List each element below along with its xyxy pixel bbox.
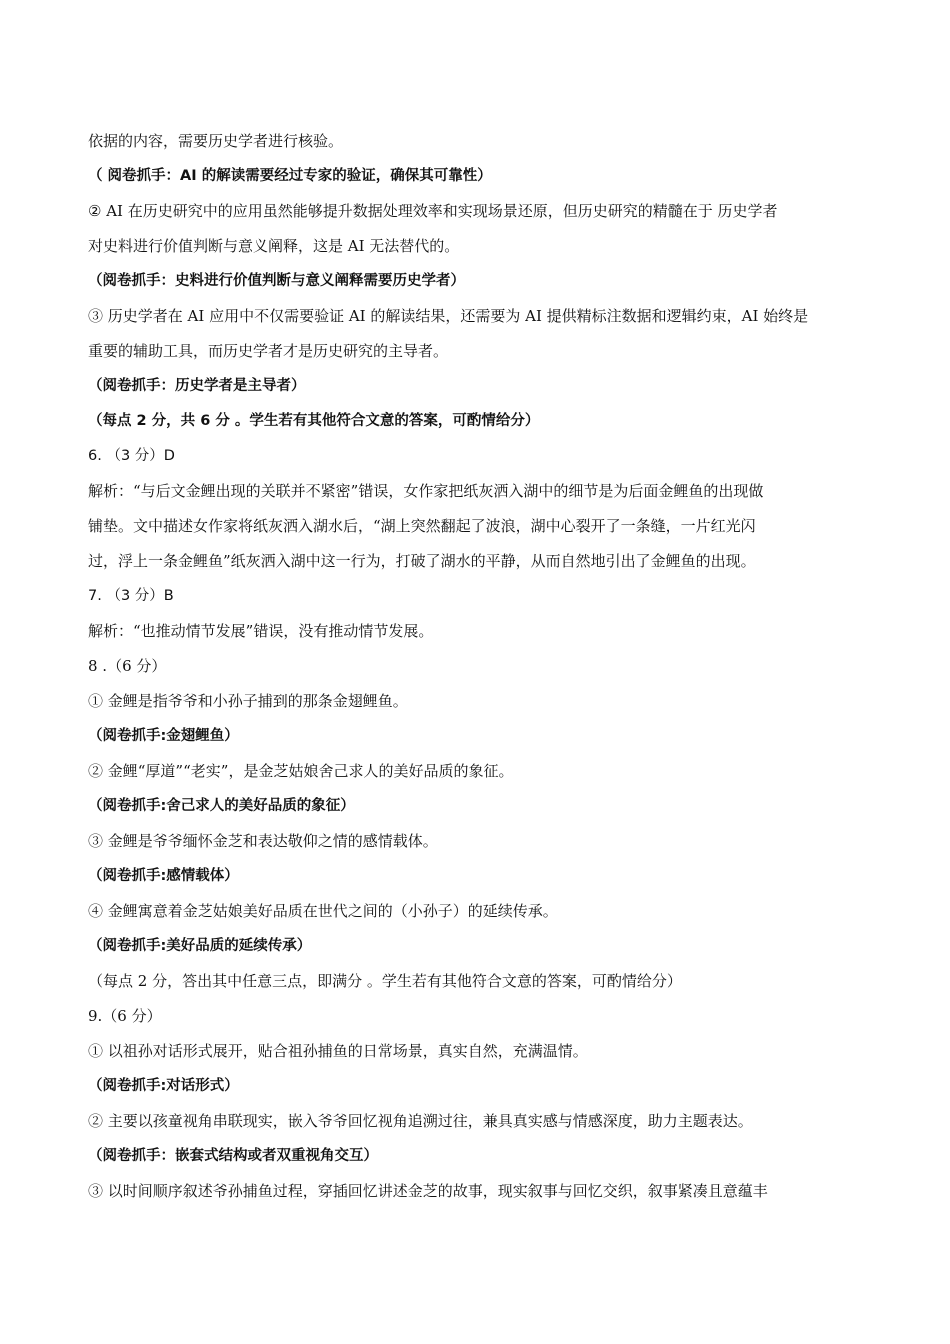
text-line: 对史料进行价值判断与意义阐释，这是 AI 无法替代的。 — [88, 237, 460, 255]
grading-key-line: （阅卷抓手:对话形式） — [88, 1078, 239, 1094]
question-7-answer: 7. （3 分）B — [88, 588, 174, 604]
text-line: 依据的内容，需要历史学者进行核验。 — [88, 132, 344, 150]
question-8-header: 8 .（6 分） — [88, 657, 167, 675]
scoring-note-line: （每点 2 分，答出其中任意三点，即满分 。学生若有其他符合文意的答案，可酌情给分） — [88, 972, 682, 990]
grading-key-line: （阅卷抓手:感情载体） — [88, 868, 239, 884]
answer-document — [88, 124, 868, 1209]
grading-key-line: （ 阅卷抓手：AI 的解读需要经过专家的验证，确保其可靠性） — [88, 168, 492, 184]
text-line: ② 主要以孩童视角串联现实，嵌入爷爷回忆视角追溯过往，兼具真实感与情感深度，助力主题表达。 — [88, 1112, 753, 1130]
grading-key-line: （阅卷抓手：历史学者是主导者） — [88, 378, 306, 394]
text-line: ③ 金鲤是爷爷缅怀金芝和表达敬仰之情的感情载体。 — [88, 832, 438, 850]
question-6-answer: 6. （3 分）D — [88, 448, 175, 464]
scoring-note-line: （每点 2 分，共 6 分 。学生若有其他符合文意的答案，可酌情给分） — [88, 413, 540, 429]
text-line: ① 以祖孙对话形式展开，贴合祖孙捕鱼的日常场景，真实自然，充满温情。 — [88, 1042, 588, 1060]
text-line: 重要的辅助工具，而历史学者才是历史研究的主导者。 — [88, 342, 449, 360]
text-line: ③ 以时间顺序叙述爷孙捕鱼过程，穿插回忆讲述金芝的故事，现实叙事与回忆交织，叙事紧凑且意蕴丰 — [88, 1182, 768, 1200]
grading-key-line: （阅卷抓手:金翅鲤鱼） — [88, 728, 239, 744]
text-line: ① 金鲤是指爷爷和小孙子捕到的那条金翅鲤鱼。 — [88, 692, 408, 710]
text-line: ② 金鲤“厚道”“老实”，是金芝姑娘舍己求人的美好品质的象征。 — [88, 762, 514, 780]
text-line: ③ 历史学者在 AI 应用中不仅需要验证 AI 的解读结果，还需要为 AI 提供精标注数据和逻辑约束，AI 始终是 — [88, 307, 809, 325]
analysis-line: 解析：“与后文金鲤出现的关联并不紧密”错误，女作家把纸灰洒入湖中的细节是为后面金鲤鱼的出现做 — [88, 482, 764, 500]
analysis-line: 过，浮上一条金鲤鱼”纸灰洒入湖中这一行为，打破了湖水的平静，从而自然地引出了金鲤鱼的出现。 — [88, 552, 756, 570]
grading-key-line: （阅卷抓手:舍己求人的美好品质的象征） — [88, 798, 355, 814]
grading-key-line: （阅卷抓手：史料进行价值判断与意义阐释需要历史学者） — [88, 273, 465, 289]
grading-key-line: （阅卷抓手:美好品质的延续传承） — [88, 938, 312, 954]
text-line: ② AI 在历史研究中的应用虽然能够提升数据处理效率和实现场景还原，但历史研究的精髓在于 历史学者 — [88, 202, 778, 220]
text-line: ④ 金鲤寓意着金芝姑娘美好品质在世代之间的（小孙子）的延续传承。 — [88, 902, 558, 920]
question-9-header: 9.（6 分） — [88, 1007, 162, 1025]
analysis-line: 解析：“也推动情节发展”错误，没有推动情节发展。 — [88, 622, 434, 640]
analysis-line: 铺垫。文中描述女作家将纸灰洒入湖水后，“湖上突然翻起了波浪，湖中心裂开了一条缝，一片红光闪 — [88, 517, 756, 535]
grading-key-line: （阅卷抓手：嵌套式结构或者双重视角交互） — [88, 1148, 378, 1164]
